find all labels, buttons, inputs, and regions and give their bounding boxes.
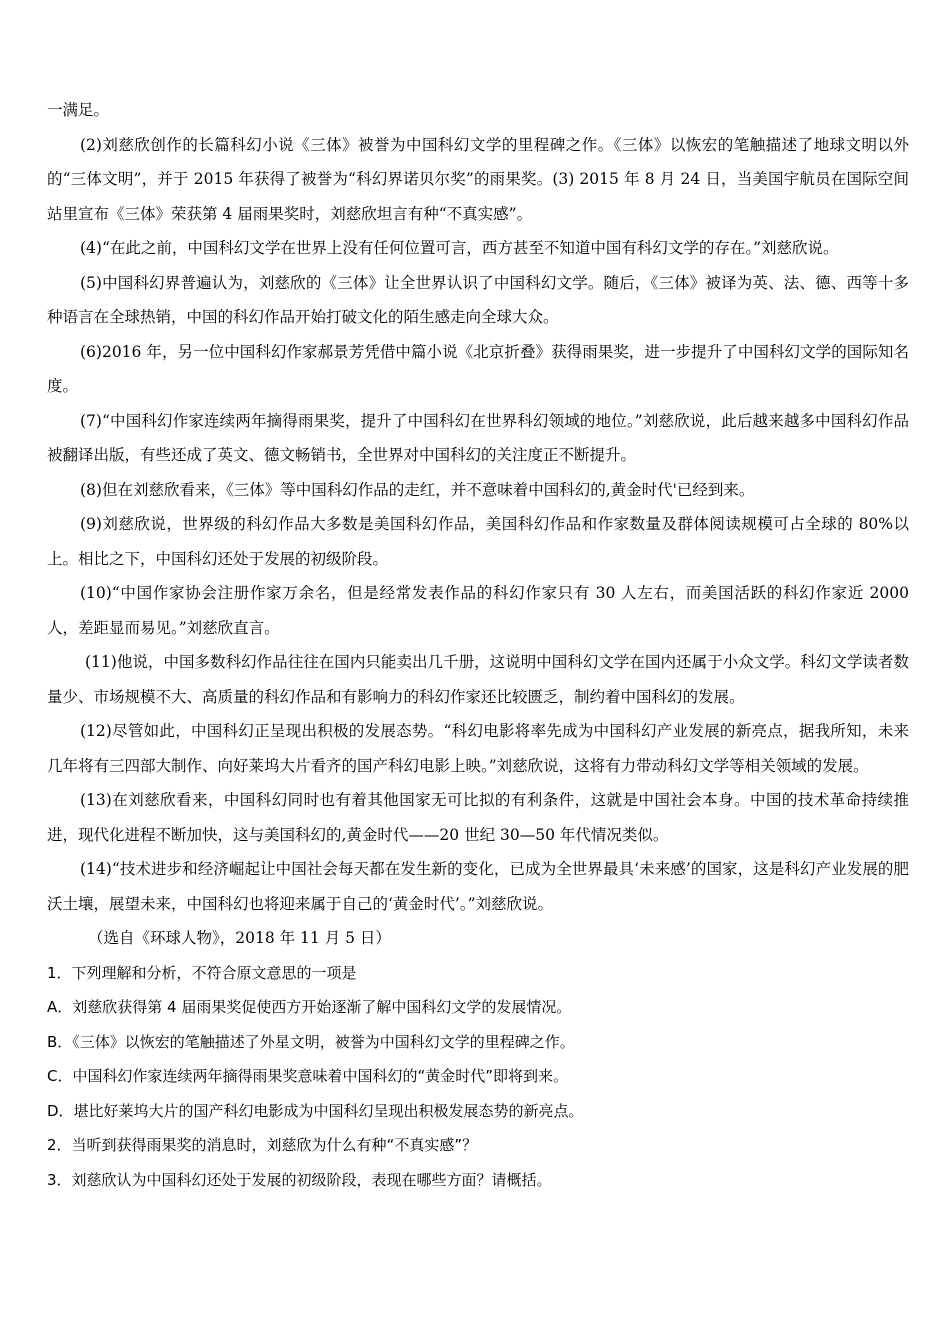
article-source: （选自《环球人物》，2018 年 11 月 5 日） <box>88 929 391 947</box>
question-1-option-b: B．《三体》以恢宏的笔触描述了外星文明，被誉为中国科幻文学的里程碑之作。 <box>47 1032 575 1051</box>
paragraph-10: (10)“中国作家协会注册作家万余名，但是经常发表作品的科幻作家只有 30 人左右，而美国活跃的科幻作家近 2000 人，差距显而易见。”刘慈欣直言。 <box>47 584 909 637</box>
paragraph-13: (13)在刘慈欣看来，中国科幻同时也有着其他国家无可比拟的有利条件，这就是中国社会本身。中国的技术革命持续推进，现代化进程不断加快，这与美国科幻的,黄金时代——20 世纪 30—50 年代情况类似。 <box>47 791 909 844</box>
question-2: 2．当听到获得雨果奖的消息时，刘慈欣为什么有种“不真实感”？ <box>47 1136 478 1154</box>
paragraph-4: (4)“在此之前，中国科幻文学在世界上没有任何位置可言，西方甚至不知道中国有科幻文学的存在。”刘慈欣说。 <box>80 239 839 257</box>
paragraph-2-3: (2)刘慈欣创作的长篇科幻小说《三体》被誉为中国科幻文学的里程碑之作。《三体》以恢宏的笔触描述了地球文明以外的“三体文明”，并于 2015 年获得了被誉为“科幻界诺贝尔奖”的雨果奖。(3) 2015 年 8 月 24 日，当美国宇航员在国际空间站里宣布《三体》荣获第 4 届雨果奖时，刘慈欣坦言有种“不真实感”。 <box>47 135 909 223</box>
paragraph-6: (6)2016 年，另一位中国科幻作家郝景芳凭借中篇小说《北京折叠》获得雨果奖，进一步提升了中国科幻文学的国际知名度。 <box>47 342 909 395</box>
question-1-option-a: A．刘慈欣获得第 4 届雨果奖促使西方开始逐渐了解中国科幻文学的发展情况。 <box>47 998 572 1016</box>
paragraph-5: (5)中国科幻界普遍认为，刘慈欣的《三体》让全世界认识了中国科幻文学。随后，《三体》被译为英、法、德、西等十多种语言在全球热销，中国的科幻作品开始打破文化的陌生感走向全球大众。 <box>47 273 909 326</box>
questions-section <box>47 956 909 1198</box>
paragraph-7: (7)“中国科幻作家连续两年摘得雨果奖，提升了中国科幻在世界科幻领域的地位。”刘慈欣说，此后越来越多中国科幻作品被翻译出版，有些还成了英文、德文畅销书，全世界对中国科幻的关注度正不断提升。 <box>47 411 909 464</box>
article-body <box>47 93 909 1197</box>
paragraph-14: (14)“技术进步和经济崛起让中国社会每天都在发生新的变化，已成为全世界最具‘未来感’的国家，这是科幻产业发展的肥沃土壤，展望未来，中国科幻也将迎来属于自己的‘黄金时代’。”刘慈欣说。 <box>47 860 909 913</box>
paragraph-12: (12)尽管如此，中国科幻正呈现出积极的发展态势。“科幻电影将率先成为中国科幻产业发展的新亮点，据我所知，未来几年将有三四部大制作、向好莱坞大片看齐的国产科幻电影上映。”刘慈欣说，这将有力带动科幻文学等相关领域的发展。 <box>47 722 909 775</box>
question-3: 3．刘慈欣认为中国科幻还处于发展的初级阶段，表现在哪些方面？请概括。 <box>47 1170 552 1189</box>
paragraph-8: (8)但在刘慈欣看来，《三体》等中国科幻作品的走红，并不意味着中国科幻的,黄金时代'已经到来。 <box>80 480 755 499</box>
question-1-option-c: C．中国科幻作家连续两年摘得雨果奖意味着中国科幻的“黄金时代”即将到来。 <box>47 1067 569 1085</box>
paragraph-continuation: 一满足。 <box>47 101 110 119</box>
question-1-option-d: D．堪比好莱坞大片的国产科幻电影成为中国科幻呈现出积极发展态势的新亮点。 <box>47 1101 584 1120</box>
question-1-stem: 1．下列理解和分析，不符合原文意思的一项是 <box>47 963 357 982</box>
paragraph-11: (11)他说，中国多数科幻作品往往在国内只能卖出几千册，这说明中国科幻文学在国内还属于小众文学。科幻文学读者数量少、市场规模不大、高质量的科幻作品和有影响力的科幻作家还比较匮乏，制约着中国科幻的发展。 <box>47 653 909 706</box>
paragraph-9: (9)刘慈欣说，世界级的科幻作品大多数是美国科幻作品，美国科幻作品和作家数量及群体阅读规模可占全球的 80%以上。相比之下，中国科幻还处于发展的初级阶段。 <box>47 515 909 568</box>
